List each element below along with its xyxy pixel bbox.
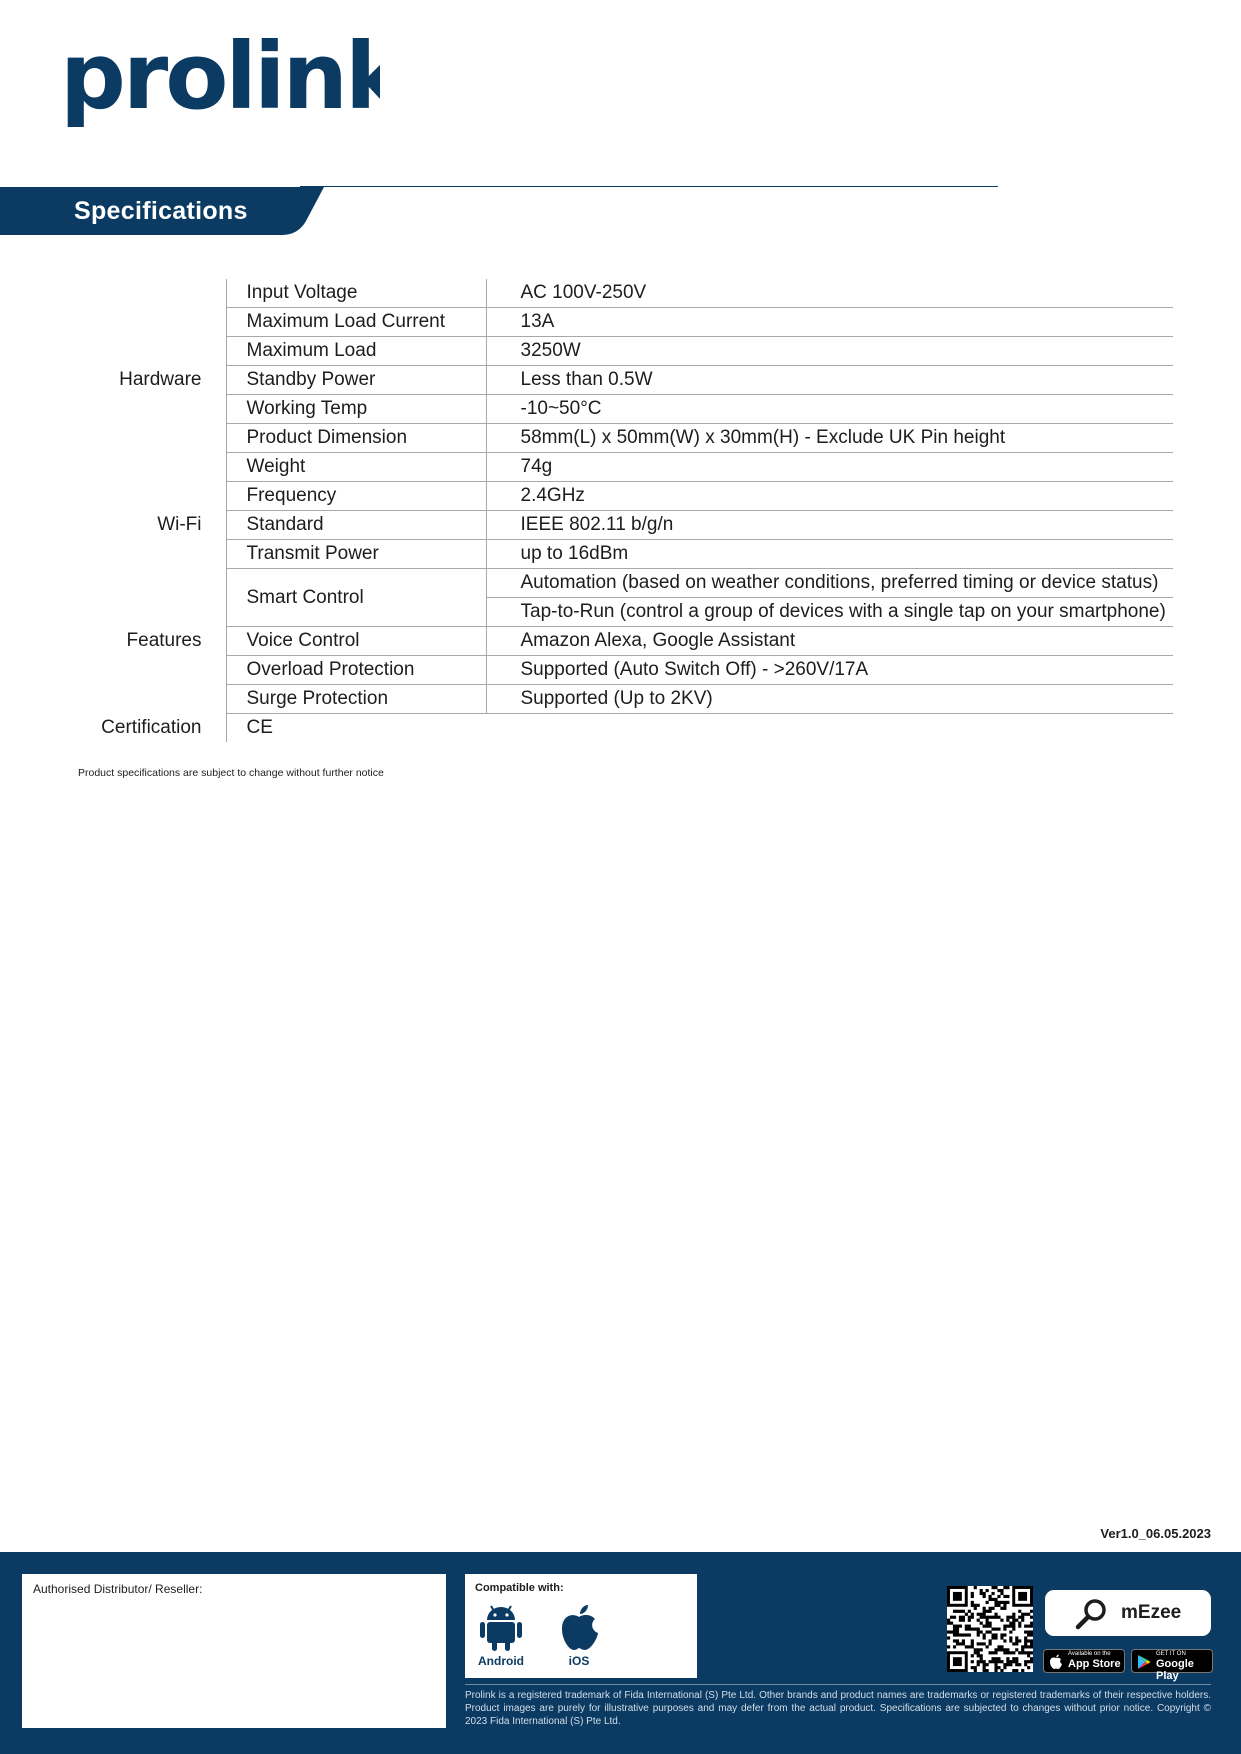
version-label: Ver1.0_06.05.2023: [1100, 1526, 1211, 1541]
spec-value: -10~50°C: [486, 395, 1173, 424]
category-certification: Certification: [68, 714, 226, 743]
compatible-label: Compatible with:: [475, 1582, 564, 1594]
spec-value: Tap-to-Run (control a group of devices with a single tap on your smartphone): [486, 598, 1173, 627]
table-row: [68, 511, 1173, 540]
table-row: [68, 279, 1173, 308]
spec-param: Voice Control: [226, 627, 486, 656]
table-row: [68, 337, 1173, 366]
google-play-icon: [1137, 1654, 1151, 1670]
app-search-text: mEzee: [1121, 1602, 1182, 1623]
disclaimer-note: Product specifications are subject to change without further notice: [78, 767, 384, 779]
app-store-badge[interactable]: [1043, 1649, 1125, 1673]
qr-code-graphic: [947, 1586, 1033, 1672]
apple-store-icon: [1049, 1654, 1063, 1670]
table-row: [68, 714, 1173, 743]
table-row: [68, 395, 1173, 424]
spec-value: 74g: [486, 453, 1173, 482]
prolink-logo: [60, 30, 380, 140]
table-row: [68, 366, 1173, 395]
table-row: [68, 453, 1173, 482]
spec-value: Supported (Auto Switch Off) - >260V/17A: [486, 656, 1173, 685]
apple-icon: [556, 1602, 602, 1652]
distributor-label: Authorised Distributor/ Reseller:: [33, 1582, 203, 1596]
spec-param: Transmit Power: [226, 540, 486, 569]
ios-label: iOS: [568, 1654, 590, 1668]
spec-param: Working Temp: [226, 395, 486, 424]
section-title: Specifications: [74, 197, 248, 225]
category-hardware: Hardware: [68, 279, 226, 482]
spec-value: Automation (based on weather conditions, preferred timing or device status): [486, 569, 1173, 598]
search-icon: [1075, 1598, 1109, 1630]
spec-param: Standby Power: [226, 366, 486, 395]
table-row: [68, 482, 1173, 511]
app-search-button[interactable]: [1045, 1590, 1211, 1636]
spec-param: Weight: [226, 453, 486, 482]
spec-value: 3250W: [486, 337, 1173, 366]
android-icon: [478, 1602, 524, 1652]
spec-param: Frequency: [226, 482, 486, 511]
prolink-logo-graphic: [60, 30, 380, 140]
table-row: [68, 656, 1173, 685]
distributor-box: [22, 1574, 446, 1728]
spec-value: up to 16dBm: [486, 540, 1173, 569]
table-row: [68, 540, 1173, 569]
spec-param: Surge Protection: [226, 685, 486, 714]
compatibility-box: [465, 1574, 697, 1678]
ios-badge: [549, 1602, 609, 1668]
spec-param: Maximum Load: [226, 337, 486, 366]
empty-cell: [486, 714, 1173, 743]
table-row: [68, 569, 1173, 598]
section-banner: [0, 187, 324, 235]
spec-value: 13A: [486, 308, 1173, 337]
google-play-badge[interactable]: [1131, 1649, 1213, 1682]
category-features: Features: [68, 569, 226, 714]
spec-param: Overload Protection: [226, 656, 486, 685]
table-row: [68, 424, 1173, 453]
spec-value: IEEE 802.11 b/g/n: [486, 511, 1173, 540]
header-rule: [300, 186, 998, 187]
category-wifi: Wi-Fi: [68, 482, 226, 569]
table-row: [68, 627, 1173, 656]
spec-value: AC 100V-250V: [486, 279, 1173, 308]
spec-value: Supported (Up to 2KV): [486, 685, 1173, 714]
qr-code: [947, 1586, 1033, 1672]
android-badge: [471, 1602, 531, 1668]
spec-param: Standard: [226, 511, 486, 540]
logo-text: prolink: [60, 30, 380, 130]
table-row: [68, 308, 1173, 337]
spec-value: Amazon Alexa, Google Assistant: [486, 627, 1173, 656]
spec-param: Maximum Load Current: [226, 308, 486, 337]
spec-param: Product Dimension: [226, 424, 486, 453]
spec-value: 2.4GHz: [486, 482, 1173, 511]
google-play-small-text: GET IT ON: [1156, 1651, 1186, 1657]
footer: [0, 1552, 1241, 1754]
spec-param: Smart Control: [226, 569, 486, 627]
spec-value: 58mm(L) x 50mm(W) x 30mm(H) - Exclude UK Pin height: [486, 424, 1173, 453]
app-store-small-text: Available on the: [1068, 1651, 1111, 1657]
spec-table: [68, 279, 1173, 742]
table-row: [68, 685, 1173, 714]
google-play-text: Google Play: [1156, 1658, 1194, 1682]
spec-value: Less than 0.5W: [486, 366, 1173, 395]
spec-value: CE: [246, 717, 273, 738]
spec-param: Input Voltage: [226, 279, 486, 308]
legal-text: Prolink is a registered trademark of Fida International (S) Pte Ltd. Other brands and product names are trademarks or registered trademarks of their respective holders. Product images are purely for illustrative purposes and may defer from the actual product. Specifications are subjected to changes without prior notice. Copyright © 2023 Fida International (S) Pte Ltd.: [465, 1684, 1211, 1728]
app-store-text: App Store: [1068, 1658, 1121, 1670]
android-label: Android: [478, 1654, 524, 1668]
